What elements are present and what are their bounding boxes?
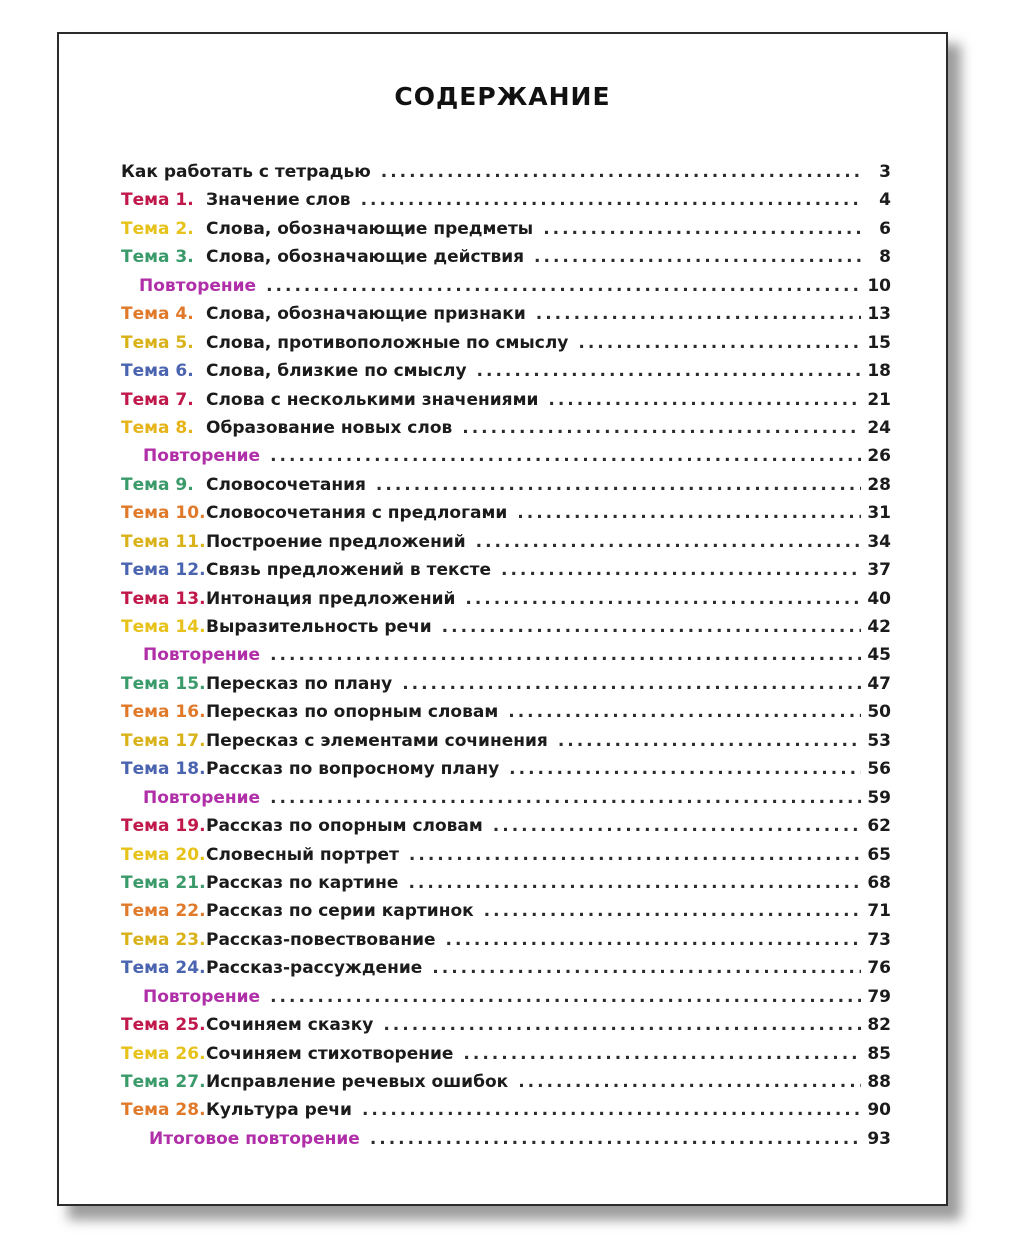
toc-entry (121, 954, 891, 982)
toc-entry (121, 386, 891, 414)
page-number: 4 (879, 190, 891, 211)
page-number: 93 (867, 1128, 891, 1149)
entry-title: Рассказ по опорным словам (206, 816, 483, 837)
dot-leader (270, 784, 861, 812)
entry-title: Рассказ по картине (206, 872, 399, 893)
entry-title: Интонация предложений (206, 588, 456, 609)
dot-leader (501, 556, 861, 584)
entry-title: Построение предложений (206, 531, 466, 552)
toc-entry (121, 1125, 891, 1153)
page-number: 3 (879, 162, 891, 182)
page-number: 59 (867, 787, 891, 808)
entry-title: Слова, близкие по смыслу (206, 361, 467, 382)
toc-entry (121, 1040, 891, 1068)
dot-leader (446, 926, 861, 954)
topic-number: Тема 4. (121, 304, 194, 325)
page-number: 10 (867, 275, 891, 296)
topic-number: Тема 26. (121, 1043, 206, 1064)
dot-leader (266, 272, 861, 300)
toc-entry (121, 471, 891, 499)
dot-leader (493, 812, 861, 840)
dot-leader (408, 869, 861, 897)
toc-entry (121, 414, 891, 442)
page-number: 45 (867, 645, 891, 666)
topic-number: Тема 15. (121, 673, 206, 694)
entry-title: Слова, обозначающие признаки (206, 304, 526, 325)
page-number: 24 (867, 417, 891, 438)
dot-leader (361, 186, 861, 214)
toc-entry (121, 499, 891, 527)
toc-entry (121, 585, 891, 613)
dot-leader (442, 613, 861, 641)
entry-title: Пересказ с элементами сочинения (206, 730, 548, 751)
toc-entry (121, 812, 891, 840)
topic-number: Тема 5. (121, 332, 194, 353)
entry-title: Словосочетания с предлогами (206, 503, 508, 524)
entry-title: Рассказ по серии картинок (206, 901, 474, 922)
topic-number: Тема 17. (121, 730, 206, 751)
toc-entry (121, 357, 891, 385)
dot-leader (534, 243, 861, 271)
topic-number: Тема 12. (121, 560, 206, 581)
document-page (57, 32, 948, 1206)
toc-entry (121, 670, 891, 698)
page-number: 28 (867, 474, 891, 495)
page-number: 8 (879, 247, 891, 268)
toc-entry (121, 243, 891, 271)
entry-title: Рассказ по вопросному плану (206, 759, 500, 780)
page-number: 18 (867, 361, 891, 382)
toc-entry (121, 869, 891, 897)
page-number: 76 (867, 958, 891, 979)
topic-number: Тема 25. (121, 1015, 206, 1036)
toc-entry (121, 186, 891, 214)
toc-entry (121, 784, 891, 812)
topic-number: Тема 14. (121, 617, 206, 637)
entry-title: Рассказ-повествование (206, 929, 436, 950)
entry-title: Связь предложений в тексте (206, 560, 491, 581)
dot-leader (270, 442, 861, 470)
toc-entry (121, 1096, 891, 1124)
toc-entry (121, 926, 891, 954)
toc-entry (121, 755, 891, 783)
page-number: 47 (867, 673, 891, 694)
dot-leader (536, 300, 861, 328)
dot-leader (362, 1096, 861, 1124)
topic-number: Тема 21. (121, 872, 206, 893)
page-number: 79 (867, 986, 891, 1007)
page-number: 26 (867, 446, 891, 467)
entry-title: Словесный портрет (206, 844, 399, 865)
entry-title: Слова, обозначающие действия (206, 247, 525, 268)
page-number: 42 (867, 617, 891, 637)
dot-leader (402, 670, 861, 698)
toc-entry (121, 442, 891, 470)
topic-number: Тема 23. (121, 929, 206, 950)
toc-entry (121, 613, 891, 641)
toc-entry (121, 727, 891, 755)
dot-leader (409, 841, 861, 869)
topic-number: Тема 18. (121, 759, 206, 780)
dot-leader (476, 528, 861, 556)
dot-leader (270, 983, 861, 1011)
entry-title: Исправление речевых ошибок (206, 1072, 509, 1092)
entry-title: Рассказ-рассуждение (206, 958, 423, 979)
dot-leader (477, 357, 861, 385)
entry-title: Образование новых слов (206, 417, 453, 438)
dot-leader (509, 755, 861, 783)
topic-number: Тема 27. (121, 1072, 206, 1092)
toc-entry (121, 641, 891, 669)
entry-title: Повторение (143, 446, 261, 467)
page-number: 82 (867, 1015, 891, 1036)
toc-entry (121, 215, 891, 243)
topic-number: Тема 10. (121, 503, 206, 524)
entry-title: Сочиняем сказку (206, 1015, 374, 1036)
topic-number: Тема 24. (121, 958, 206, 979)
dot-leader (370, 1125, 861, 1153)
page-number: 56 (867, 759, 891, 780)
toc-entry (121, 556, 891, 584)
topic-number: Тема 3. (121, 247, 194, 268)
topic-number: Тема 28. (121, 1100, 206, 1121)
table-of-contents (121, 158, 891, 1153)
topic-number: Тема 2. (121, 218, 194, 239)
page-number: 40 (867, 588, 891, 609)
entry-title: Культура речи (206, 1100, 352, 1121)
dot-leader (376, 471, 861, 499)
page-number: 88 (867, 1072, 891, 1092)
topic-number: Тема 9. (121, 474, 194, 495)
page-number: 21 (867, 389, 891, 410)
dot-leader (517, 499, 861, 527)
dot-leader (484, 897, 861, 925)
topic-number: Тема 1. (121, 190, 194, 211)
toc-entry (121, 272, 891, 300)
page-number: 50 (867, 702, 891, 723)
page-number: 71 (867, 901, 891, 922)
dot-leader (508, 698, 861, 726)
toc-entry (121, 1068, 891, 1096)
topic-number: Тема 11. (121, 531, 206, 552)
page-number: 15 (867, 332, 891, 353)
page-number: 68 (867, 872, 891, 893)
toc-entry (121, 300, 891, 328)
page-title: СОДЕРЖАНИЕ (394, 82, 611, 111)
page-number: 53 (867, 730, 891, 751)
dot-leader (578, 329, 861, 357)
dot-leader (558, 727, 861, 755)
toc-entry (121, 528, 891, 556)
entry-title: Словосочетания (206, 474, 366, 495)
topic-number: Тема 6. (121, 361, 194, 382)
page-number: 31 (867, 503, 891, 524)
entry-title: Сочиняем стихотворение (206, 1043, 454, 1064)
page-number: 6 (879, 218, 891, 239)
entry-title: Пересказ по опорным словам (206, 702, 499, 723)
page-number: 37 (867, 560, 891, 581)
page-number: 65 (867, 844, 891, 865)
dot-leader (383, 1011, 861, 1039)
entry-title: Повторение (143, 645, 261, 666)
page-number: 73 (867, 929, 891, 950)
entry-title: Повторение (139, 275, 257, 296)
topic-number: Тема 16. (121, 702, 206, 723)
entry-title: Слова, противоположные по смыслу (206, 332, 569, 353)
entry-title: Выразительность речи (206, 617, 432, 637)
page-number: 62 (867, 816, 891, 837)
dot-leader (381, 158, 861, 186)
toc-entry (121, 983, 891, 1011)
dot-leader (518, 1068, 861, 1096)
topic-number: Тема 7. (121, 389, 194, 410)
topic-number: Тема 20. (121, 844, 206, 865)
entry-title: Как работать с тетрадью (121, 162, 371, 182)
toc-entry (121, 841, 891, 869)
dot-leader (462, 414, 861, 442)
entry-title: Слова с несколькими значениями (206, 389, 539, 410)
entry-title: Повторение (143, 787, 261, 808)
dot-leader (548, 386, 861, 414)
dot-leader (432, 954, 861, 982)
page-number: 13 (867, 304, 891, 325)
toc-entry (121, 897, 891, 925)
dot-leader (465, 585, 861, 613)
entry-title: Повторение (143, 986, 261, 1007)
page-number: 34 (867, 531, 891, 552)
toc-entry (121, 329, 891, 357)
entry-title: Слова, обозначающие предметы (206, 218, 534, 239)
topic-number: Тема 19. (121, 816, 206, 837)
toc-entry (121, 1011, 891, 1039)
dot-leader (270, 641, 861, 669)
page-number: 90 (867, 1100, 891, 1121)
page-number: 85 (867, 1043, 891, 1064)
topic-number: Тема 8. (121, 417, 194, 438)
entry-title: Пересказ по плану (206, 673, 393, 694)
dot-leader (463, 1040, 861, 1068)
topic-number: Тема 22. (121, 901, 206, 922)
entry-title: Значение слов (206, 190, 351, 211)
toc-entry (121, 158, 891, 186)
dot-leader (543, 215, 861, 243)
entry-title: Итоговое повторение (149, 1128, 360, 1149)
topic-number: Тема 13. (121, 588, 206, 609)
toc-entry (121, 698, 891, 726)
